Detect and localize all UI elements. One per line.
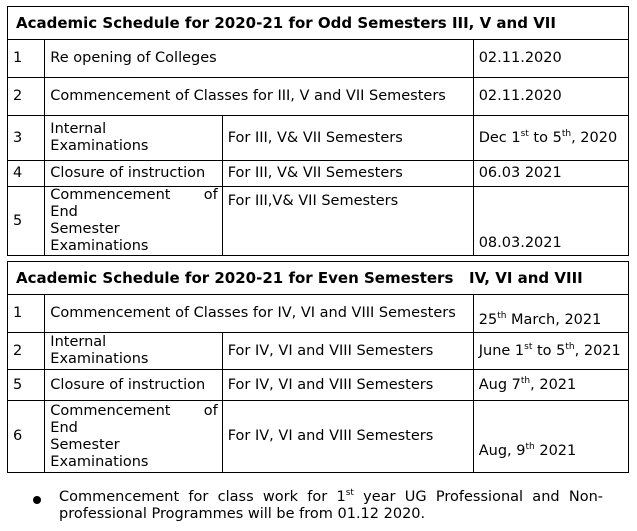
date-cell: Aug 7th, 2021: [473, 370, 628, 401]
even-semester-table: [7, 261, 629, 473]
event-cell: Closure of instruction: [45, 370, 222, 401]
event-cell: [45, 187, 222, 256]
for-semesters-cell: For IV, VI and VIII Semesters: [222, 401, 473, 473]
row-number: 5: [8, 187, 45, 256]
event-line-2: Semester Examinations: [50, 221, 149, 254]
event-cell: Re opening of Colleges: [45, 40, 473, 78]
row-number: 1: [8, 40, 45, 78]
odd-table-title: Academic Schedule for 2020-21 for Odd Semesters III, V and VII: [8, 7, 629, 40]
date-cell: Aug, 9th 2021: [473, 401, 628, 473]
event-cell: [45, 116, 222, 161]
date-cell: 06.03 2021: [473, 161, 628, 187]
event-cell: [45, 333, 222, 370]
for-semesters-cell: For III,V& VII Semesters: [222, 187, 473, 256]
row-number: 6: [8, 401, 45, 473]
table-row: [8, 295, 629, 333]
date-cell: 02.11.2020: [473, 40, 628, 78]
for-semesters-cell: For III, V& VII Semesters: [222, 161, 473, 187]
table-row: [8, 333, 629, 370]
table-row: [8, 116, 629, 161]
event-line-2: Examinations: [50, 351, 149, 367]
row-number: 1: [8, 295, 45, 333]
row-number: 5: [8, 370, 45, 401]
for-semesters-cell: For IV, VI and VIII Semesters: [222, 370, 473, 401]
even-table-title: Academic Schedule for 2020-21 for Even Semesters IV, VI and VIII: [8, 262, 629, 295]
row-number: 4: [8, 161, 45, 187]
table-header-row: [8, 7, 629, 40]
date-cell: June 1st to 5th, 2021: [473, 333, 628, 370]
row-number: 2: [8, 78, 45, 116]
row-number: 3: [8, 116, 45, 161]
table-row: [8, 401, 629, 473]
date-cell: 08.03.2021: [473, 187, 628, 256]
event-cell: [45, 401, 222, 473]
for-semesters-cell: For III, V& VII Semesters: [222, 116, 473, 161]
bullet-icon: [33, 496, 41, 504]
odd-semester-table: [7, 6, 629, 256]
event-line-1: Commencement of End: [50, 187, 218, 220]
event-cell: Commencement of Classes for IV, VI and VIII Semesters: [45, 295, 473, 333]
table-row: [8, 370, 629, 401]
table-header-row: [8, 262, 629, 295]
table-row: [8, 40, 629, 78]
date-cell: 25th March, 2021: [473, 295, 628, 333]
for-semesters-cell: For IV, VI and VIII Semesters: [222, 333, 473, 370]
event-line-2: Examinations: [50, 138, 149, 154]
note-text: Commencement for class work for 1st year UG Professional and Non-professional Programmes will be from 01.12 2020.: [59, 488, 603, 522]
event-line-1: Internal: [50, 121, 107, 137]
table-row: [8, 187, 629, 256]
event-line-1: Commencement of End: [50, 402, 218, 436]
event-line-2: Semester Examinations: [50, 436, 149, 470]
date-cell: 02.11.2020: [473, 78, 628, 116]
table-row: [8, 161, 629, 187]
event-line-1: Internal: [50, 334, 107, 350]
row-number: 2: [8, 333, 45, 370]
date-cell: Dec 1st to 5th, 2020: [473, 116, 628, 161]
event-cell: Closure of instruction: [45, 161, 222, 187]
event-cell: Commencement of Classes for III, V and VII Semesters: [45, 78, 473, 116]
table-row: [8, 78, 629, 116]
